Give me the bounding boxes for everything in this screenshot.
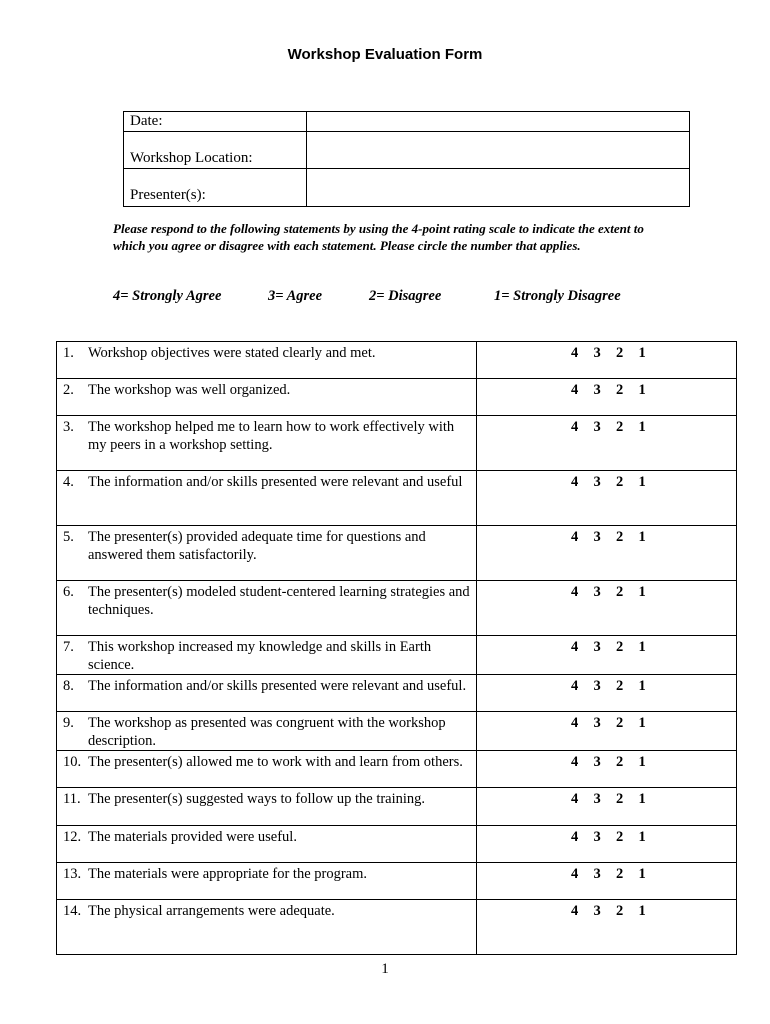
statement-text: The materials provided were useful.: [88, 829, 297, 845]
statement-text: The materials were appropriate for the program.: [88, 866, 367, 882]
statement-number: 9.: [63, 715, 74, 731]
rating-cell: [477, 900, 737, 955]
evaluation-row: [57, 379, 737, 416]
evaluation-row: [57, 471, 737, 526]
statement-cell: [57, 342, 477, 379]
rating-option-1[interactable]: 1: [638, 474, 646, 490]
statement-text: The presenter(s) provided adequate time for questions and answered them satisfactorily.: [88, 529, 426, 563]
rating-option-2[interactable]: 2: [616, 754, 624, 770]
statement-text: This workshop increased my knowledge and skills in Earth science.: [88, 639, 432, 673]
rating-option-4[interactable]: 4: [571, 382, 579, 398]
rating-option-2[interactable]: 2: [616, 903, 624, 919]
statement-number: 7.: [63, 639, 74, 655]
scale-strongly-disagree: 1= Strongly Disagree: [494, 288, 621, 304]
rating-option-1[interactable]: 1: [638, 791, 646, 807]
rating-option-2[interactable]: 2: [616, 791, 624, 807]
rating-option-1[interactable]: 1: [638, 584, 646, 600]
evaluation-row: [57, 900, 737, 955]
rating-option-2[interactable]: 2: [616, 678, 624, 694]
evaluation-row: [57, 863, 737, 900]
rating-option-3[interactable]: 3: [593, 678, 601, 694]
statement-number: 12.: [63, 829, 82, 845]
statement-text: The workshop helped me to learn how to work effectively with my peers in a workshop setting.: [88, 419, 455, 453]
rating-option-4[interactable]: 4: [571, 866, 579, 882]
rating-option-4[interactable]: 4: [571, 829, 579, 845]
rating-option-2[interactable]: 2: [616, 639, 624, 655]
rating-option-1[interactable]: 1: [638, 829, 646, 845]
statement-cell: [57, 581, 477, 636]
statement-cell: [57, 826, 477, 863]
statement-cell: [57, 526, 477, 581]
rating-option-1[interactable]: 1: [638, 715, 646, 731]
statement-number: 2.: [63, 382, 74, 398]
rating-option-1[interactable]: 1: [638, 529, 646, 545]
rating-option-4[interactable]: 4: [571, 791, 579, 807]
rating-option-4[interactable]: 4: [571, 903, 579, 919]
rating-option-2[interactable]: 2: [616, 584, 624, 600]
rating-option-4[interactable]: 4: [571, 345, 579, 361]
page-title: Workshop Evaluation Form: [287, 46, 483, 63]
rating-option-3[interactable]: 3: [593, 791, 601, 807]
rating-option-3[interactable]: 3: [593, 529, 601, 545]
rating-cell: [477, 342, 737, 379]
statement-text: The presenter(s) modeled student-centered learning strategies and techniques.: [88, 584, 470, 618]
evaluation-row: [57, 751, 737, 788]
statement-cell: [57, 863, 477, 900]
rating-option-3[interactable]: 3: [593, 866, 601, 882]
rating-option-2[interactable]: 2: [616, 829, 624, 845]
rating-option-3[interactable]: 3: [593, 382, 601, 398]
statement-cell: [57, 788, 477, 826]
rating-option-3[interactable]: 3: [593, 903, 601, 919]
statement-text: The workshop as presented was congruent with the workshop description.: [88, 715, 446, 749]
evaluation-row: [57, 342, 737, 379]
evaluation-row: [57, 826, 737, 863]
rating-option-2[interactable]: 2: [616, 529, 624, 545]
instructions: Please respond to the following statements by using the 4-point rating scale to indicate the extent to which you agree or disagree with each statement. Please circle the number that applies.: [113, 221, 644, 253]
rating-option-3[interactable]: 3: [593, 584, 601, 600]
statement-number: 11.: [63, 791, 81, 807]
evaluation-row: [57, 581, 737, 636]
rating-option-2[interactable]: 2: [616, 345, 624, 361]
statement-number: 6.: [63, 584, 74, 600]
rating-cell: [477, 471, 737, 526]
rating-cell: [477, 675, 737, 712]
statement-text: Workshop objectives were stated clearly and met.: [88, 345, 376, 361]
rating-option-1[interactable]: 1: [638, 345, 646, 361]
workshop-location-field[interactable]: [307, 132, 690, 169]
statement-number: 8.: [63, 678, 74, 694]
rating-option-1[interactable]: 1: [638, 639, 646, 655]
statement-number: 10.: [63, 754, 82, 770]
statement-number: 14.: [63, 903, 82, 919]
rating-option-2[interactable]: 2: [616, 474, 624, 490]
rating-option-4[interactable]: 4: [571, 584, 579, 600]
rating-option-1[interactable]: 1: [638, 866, 646, 882]
statement-text: The information and/or skills presented were relevant and useful: [88, 474, 463, 490]
rating-cell: [477, 788, 737, 826]
rating-cell: [477, 416, 737, 471]
rating-option-3[interactable]: 3: [593, 754, 601, 770]
statement-number: 13.: [63, 866, 82, 882]
date-label: Date:: [124, 112, 307, 132]
statement-cell: [57, 471, 477, 526]
statement-number: 3.: [63, 419, 74, 435]
rating-cell: [477, 863, 737, 900]
rating-option-3[interactable]: 3: [593, 639, 601, 655]
presenters-field[interactable]: [307, 169, 690, 207]
scale-strongly-agree: 4= Strongly Agree: [113, 288, 222, 304]
rating-option-4[interactable]: 4: [571, 715, 579, 731]
statement-cell: [57, 900, 477, 955]
scale-agree: 3= Agree: [268, 288, 323, 304]
rating-option-1[interactable]: 1: [638, 419, 646, 435]
rating-option-1[interactable]: 1: [638, 382, 646, 398]
rating-cell: [477, 751, 737, 788]
rating-option-3[interactable]: 3: [593, 715, 601, 731]
rating-cell: [477, 636, 737, 675]
rating-option-3[interactable]: 3: [593, 345, 601, 361]
rating-cell: [477, 379, 737, 416]
statement-number: 1.: [63, 345, 74, 361]
rating-option-1[interactable]: 1: [638, 678, 646, 694]
evaluation-row: [57, 712, 737, 751]
rating-option-4[interactable]: 4: [571, 419, 579, 435]
rating-option-3[interactable]: 3: [593, 419, 601, 435]
scale-disagree: 2= Disagree: [369, 288, 442, 304]
evaluation-row: [57, 526, 737, 581]
evaluation-table: [56, 341, 737, 955]
presenters-label: Presenter(s):: [124, 169, 307, 207]
statement-cell: [57, 751, 477, 788]
statement-cell: [57, 379, 477, 416]
rating-cell: [477, 826, 737, 863]
statement-cell: [57, 636, 477, 675]
evaluation-row: [57, 675, 737, 712]
rating-option-2[interactable]: 2: [616, 419, 624, 435]
statement-text: The physical arrangements were adequate.: [88, 903, 335, 919]
info-table: [123, 111, 690, 207]
statement-cell: [57, 416, 477, 471]
page-number: 1: [381, 961, 389, 977]
rating-option-1[interactable]: 1: [638, 903, 646, 919]
rating-cell: [477, 526, 737, 581]
rating-option-4[interactable]: 4: [571, 639, 579, 655]
evaluation-row: [57, 416, 737, 471]
evaluation-row: [57, 636, 737, 675]
rating-option-2[interactable]: 2: [616, 715, 624, 731]
date-field[interactable]: [307, 112, 690, 132]
statement-text: The information and/or skills presented were relevant and useful.: [88, 678, 467, 694]
rating-option-4[interactable]: 4: [571, 678, 579, 694]
rating-option-4[interactable]: 4: [571, 529, 579, 545]
evaluation-row: [57, 788, 737, 826]
statement-number: 5.: [63, 529, 74, 545]
statement-cell: [57, 712, 477, 751]
rating-option-3[interactable]: 3: [593, 474, 601, 490]
rating-cell: [477, 581, 737, 636]
statement-text: The presenter(s) suggested ways to follow up the training.: [88, 791, 426, 807]
rating-option-2[interactable]: 2: [616, 866, 624, 882]
rating-option-2[interactable]: 2: [616, 382, 624, 398]
rating-option-4[interactable]: 4: [571, 474, 579, 490]
rating-option-4[interactable]: 4: [571, 754, 579, 770]
statement-text: The presenter(s) allowed me to work with and learn from others.: [88, 754, 463, 770]
statement-cell: [57, 675, 477, 712]
statement-number: 4.: [63, 474, 74, 490]
statement-text: The workshop was well organized.: [88, 382, 291, 398]
workshop-location-label: Workshop Location:: [124, 132, 307, 169]
rating-cell: [477, 712, 737, 751]
rating-option-1[interactable]: 1: [638, 754, 646, 770]
rating-option-3[interactable]: 3: [593, 829, 601, 845]
